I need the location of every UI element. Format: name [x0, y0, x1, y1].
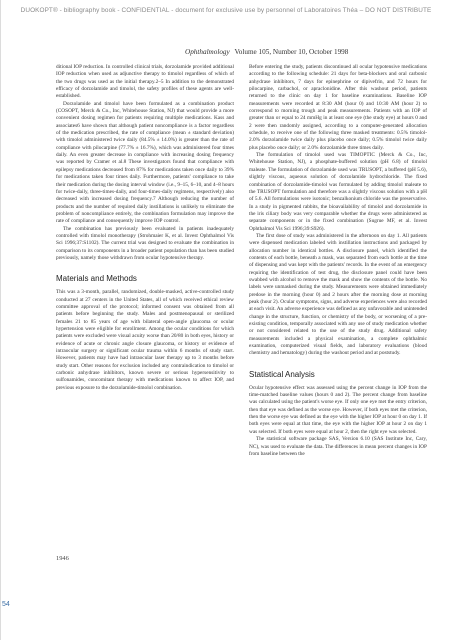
journal-running-header	[185, 48, 425, 56]
paragraph: The statistical software package SAS, Version 6.10 (SAS Institute Inc, Cary, NC), was used to evaluate the data. The differences in mean percent changes in IOP from baseline between the	[249, 436, 427, 457]
paragraph: The first dose of study was administered in the afternoon on day 1. All patients were dispensed medication labeled with instillation instructions and packaged by allocation number in identical bottles. A disclosure panel, which identified the contents of each bottle, beneath a mask, was separated from each bottle at the time of dispensing and was kept with the patients' records. In the event of an emergency requiring the identification of test drug, the disclosure panel could have been swabbed with alcohol to remove the mask and show the contents of the bottle. No labels were unmasked during the study. Measurements were obtained immediately predose in the morning (hour 0) and 2 hours after the morning dose at morning peak (hour 2). Ocular symptoms, signs, and adverse experiences were also recorded at each visit. An adverse experience was defined as any unfavorable and unintended change in the structure, function, or chemistry of the body, or worsening of a pre-existing condition, temporally associated with any use of study medication whether or not considered related to the use of the study drug. Additional safety measurements included a physical examination, a complete ophthalmic examination, computerized visual fields, and laboratory evaluations (blood chemistry and hematology) during the washout period and at poststudy.	[249, 232, 427, 357]
book-page-number: 54	[2, 601, 10, 608]
journal-page-number: 1946	[56, 555, 69, 562]
paragraph: ditional IOP reduction. In controlled clinical trials, dorzolamide provided additional IOP reduction when used as adjunctive therapy to timolol regardless of which of the two drugs was used as the initial therapy.2–5 In addition to the demonstrated efficacy of dorzolamide and timolol, the safety profiles of these agents are well-established.	[56, 64, 234, 100]
page-edge-rule	[0, 0, 1, 640]
paragraph: Before entering the study, patients discontinued all ocular hypotensive medications according to the following schedule: 21 days for beta-blockers and oral carbonic anhydrase inhibitors, 7 days for epinephrine or dipivefrin, and 72 hours for pilocarpine, carbachol, or apraclonidine. After this washout period, patients returned to the clinic on day 1 for baseline examinations. Baseline IOP measurements were recorded at 8:30 AM (hour 0) and 10:30 AM (hour 2) to correspond to morning trough and peak measurements. Patients with an IOP of greater than or equal to 24 mmHg in at least one eye (the study eye) at hours 0 and 2 were then randomly assigned, according to a computer-generated allocation schedule, to receive one of the following three masked treatments: 0.5% timolol-2.0% dorzolamide twice daily plus placebo once daily; 0.5% timolol twice daily plus placebo once daily; or 2.0% dorzolamide three times daily.	[249, 64, 427, 151]
journal-name: Ophthalmology	[185, 48, 230, 56]
paragraph: The combination has previously been evaluated in patients inadequately controlled with timolol monotherapy (Strohmaier K, et al. Invest Ophthalmol Vis Sci 1996;37:S1102). The current trial was designed to evaluate the combination in comparison to its components in a broader patient population than has been studied previously, namely those withdrawn from ocular hypotensive therapy.	[56, 225, 234, 261]
paragraph: The formulation of timolol used was TIMOPTIC (Merck & Co., Inc, Whitehouse Station, NJ), a phosphate-buffered solution (pH 6.8) of timolol maleate. The formulation of dorzolamide used was TRUSOPT, a buffered (pH 5.6), slightly viscous, aqueous solution of dorzolamide hydrochloride. The fixed combination of dorzolamide-timolol was formulated by adding timolol maleate to the TRUSOPT formulation and therefore was a slightly viscous solution with a pH of 5.6. All formulations were isotonic; benzalkonium chloride was the preservative. In a study in pigmented rabbits, the bioavailability of timolol and dorzolamide in the iris ciliary body was very comparable whether the drugs were administered as separate components or in the fixed combination (Sugrue MF, et al. Invest Ophthalmol Vis Sci 1996;39:S926).	[249, 152, 427, 232]
left-text-column	[56, 64, 234, 526]
section-heading-methods: Materials and Methods	[56, 274, 137, 284]
confidential-banner: DUOKOPT® - bibliography book - CONFIDENTIAL - document for exclusive use by personnel of Laboratoires Théa – DO NOT DISTRIBUTE	[20, 7, 432, 14]
paragraph: Ocular hypotensive effect was assessed using the percent change in IOP from the time-matched baseline values (hours 0 and 2). The percent change from baseline was calculated using the patient's worse eye. If only one eye met the entry criterion, then that eye was defined as the worse eye. However, if both eyes met the criterion, then the worse eye was defined as the eye with the higher IOP at hour 0 on day 1. If both eyes were equal at that time, the eye with the higher IOP at hour 2 on day 1 was selected. If both eyes were equal at hour 2, then the right eye was selected.	[249, 384, 427, 435]
paragraph: This was a 3-month, parallel, randomized, double-masked, active-controlled study conducted at 27 centers in the United States, all of which received ethical review committee approval of the protocol; informed consent was obtained from all patients before beginning the study. Males and postmenopausal or sterilized females 21 to 85 years of age with bilateral open-angle glaucoma or ocular hypertension were eligible for enrollment. Among the ocular conditions for which patients were excluded were visual acuity worse than 20/80 in both eyes, history or evidence of acute or chronic angle closure glaucoma, or history or evidence of intraocular surgery or significant ocular trauma within 6 months of study start. However, patients may have had intraocular laser therapy up to 3 months before study start. Other reasons for exclusion included any contraindication to timolol or carbonic anhydrase inhibitors, known severe or serious hypersensitivity to sulfonamides, concomitant therapy with medications known to affect IOP, and previous exposure to the dorzolamide-timolol combination.	[56, 289, 234, 391]
right-text-column	[249, 64, 427, 609]
section-heading-statistics: Statistical Analysis	[249, 369, 315, 379]
paragraph: Dorzolamide and timolol have been formulated as a combination product (COSOPT, Merck & Co., Inc, Whitehouse Station, NJ) that would provide a more convenient dosing regimen for patients requiring multiple medications. Kass and associates6 have shown that although patient noncompliance is a factor regardless of the medication prescribed, the rate of compliance (mean ± standard deviation) with timolol administered twice daily (84.5% ± 14.0%) is greater than the rate of compliance with pilocarpine (77.7% ± 16.7%), which was administered four times daily. An even greater decrease in compliance with increasing dosing frequency was reported by Cramer et al.8 These investigators found that compliance with epilepsy medications decreased from 87% for medications taken once daily to 39% for medications taken four times daily. Furthermore, patients' compliance to take their medication during the dosing interval window (i.e., 9–15, 6–10, and 4–8 hours for twice-daily, three-times-daily, and four-times-daily regimens, respectively) also decreased with increased dosing frequency.7 Although reducing the number of products and the number of required daily instillations is unlikely to eliminate the problem of noncompliance entirely, the combination formulation may improve the rate of compliance and consequently improve IOP control.	[56, 100, 234, 225]
journal-volume: Volume 105, Number 10, October 1998	[234, 48, 349, 56]
